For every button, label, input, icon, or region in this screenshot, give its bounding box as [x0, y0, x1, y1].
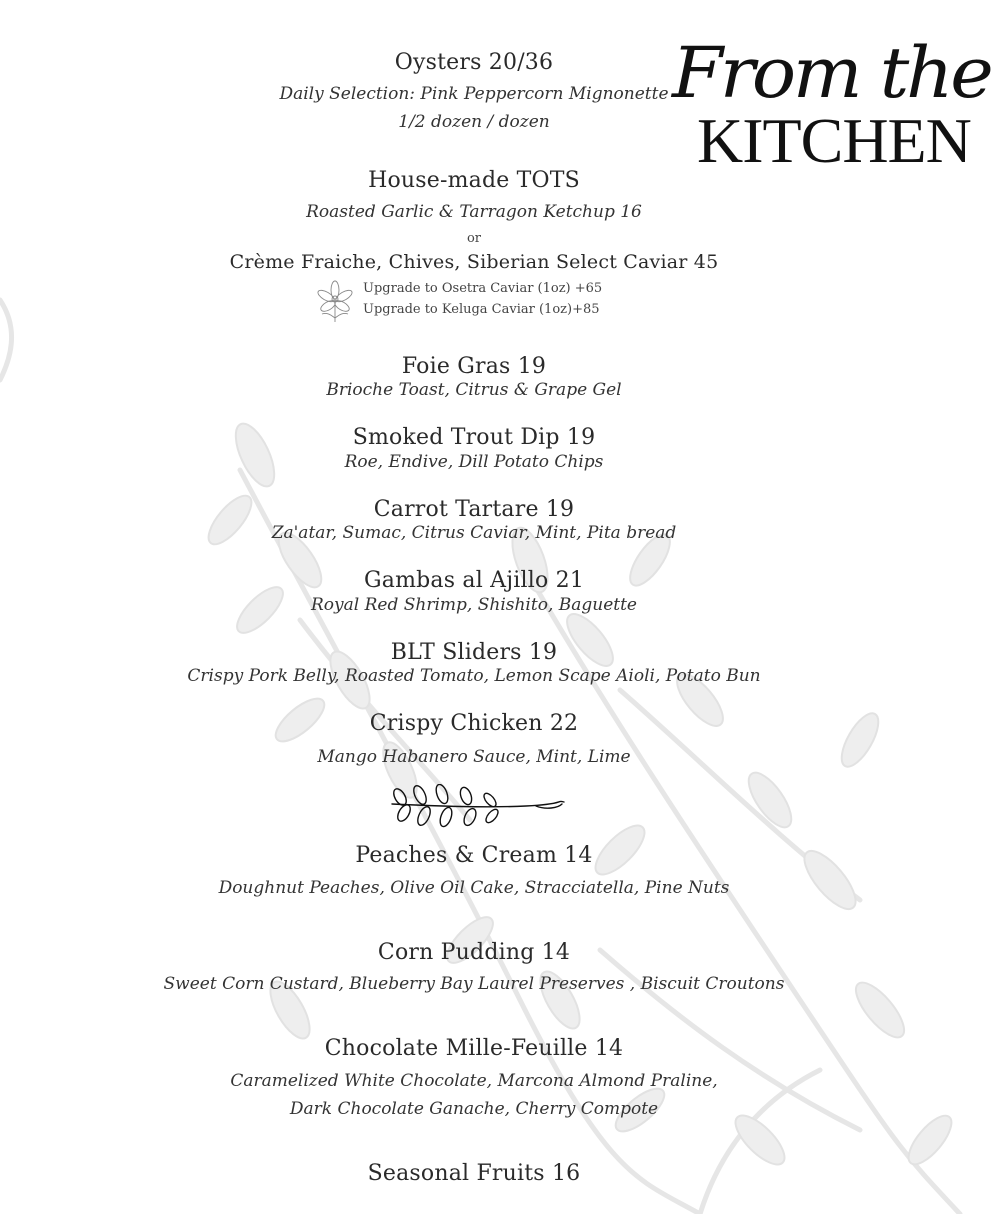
- item-foie-desc: Brioche Toast, Citrus & Grape Gel: [326, 380, 622, 400]
- header-block-title: KITCHEN: [697, 105, 971, 176]
- header-script-title: From the: [672, 32, 991, 114]
- item-peaches-desc: Doughnut Peaches, Olive Oil Cake, Stracciatella, Pine Nuts: [218, 878, 730, 898]
- item-gambas-title: Gambas al Ajillo 21: [363, 568, 585, 593]
- item-corn-desc: Sweet Corn Custard, Blueberry Bay Laurel Preserves , Biscuit Croutons: [163, 974, 785, 994]
- item-carrot-title: Carrot Tartare 19: [373, 497, 575, 522]
- item-oysters-title: Oysters 20/36: [394, 50, 554, 75]
- item-fruits-title: Seasonal Fruits 16: [367, 1161, 581, 1186]
- item-corn-title: Corn Pudding 14: [377, 940, 571, 965]
- item-tots-alt: Crème Fraiche, Chives, Siberian Select Caviar 45: [229, 251, 719, 273]
- item-choc-desc-1: Caramelized White Chocolate, Marcona Almond Praline,: [230, 1071, 718, 1091]
- item-oysters-desc: Daily Selection: Pink Peppercorn Mignonette: [279, 84, 669, 104]
- item-trout-desc: Roe, Endive, Dill Potato Chips: [344, 452, 604, 472]
- item-gambas-desc: Royal Red Shrimp, Shishito, Baguette: [311, 595, 637, 615]
- item-tots-title: House-made TOTS: [368, 168, 580, 193]
- item-tots-upgrade-osetra: Upgrade to Osetra Caviar (1oz) +65: [363, 281, 603, 296]
- item-choc-title: Chocolate Mille-Feuille 14: [324, 1036, 624, 1061]
- item-oysters-sub: 1/2 dozen / dozen: [398, 112, 550, 132]
- item-trout-title: Smoked Trout Dip 19: [352, 425, 596, 450]
- item-choc-desc-2: Dark Chocolate Ganache, Cherry Compote: [289, 1099, 659, 1119]
- item-chicken-title: Crispy Chicken 22: [369, 711, 579, 736]
- herb-sprig-divider-icon: [386, 784, 568, 830]
- item-blt-desc: Crispy Pork Belly, Roasted Tomato, Lemon Scape Aioli, Potato Bun: [187, 666, 761, 686]
- item-tots-desc: Roasted Garlic & Tarragon Ketchup 16: [306, 202, 642, 222]
- item-tots-upgrade-keluga: Upgrade to Keluga Caviar (1oz)+85: [363, 302, 600, 317]
- item-carrot-desc: Za'atar, Sumac, Citrus Caviar, Mint, Pita bread: [271, 523, 677, 543]
- flower-illustration-icon: [314, 278, 356, 324]
- item-tots-or: or: [466, 231, 482, 246]
- item-blt-title: BLT Sliders 19: [390, 640, 558, 665]
- item-foie-title: Foie Gras 19: [401, 354, 547, 379]
- item-peaches-title: Peaches & Cream 14: [355, 843, 593, 868]
- item-chicken-desc: Mango Habanero Sauce, Mint, Lime: [317, 747, 631, 767]
